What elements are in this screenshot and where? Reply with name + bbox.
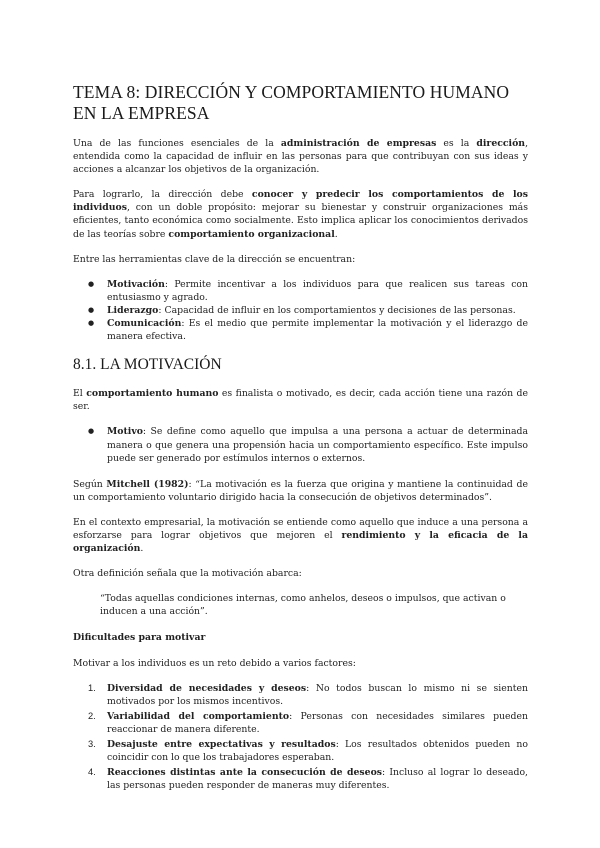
text: : Capacidad de influir en los comportamientos y decisiones de las personas.: [158, 304, 516, 316]
text: : “La motivación es la fuerza que origina y mantiene la continuidad de un comportamiento voluntario dirigido hacia la consecución de objetivos determinados”.: [73, 478, 528, 503]
list-item: [107, 304, 528, 317]
list-item: [88, 738, 528, 764]
text: .: [334, 228, 338, 240]
text: .: [140, 543, 144, 555]
section-heading: 8.1. LA MOTIVACIÓN: [73, 356, 222, 374]
text: Según: [73, 478, 107, 490]
bold-term: administración de empresas: [280, 138, 437, 149]
definition-quote: “Todas aquellas condiciones internas, como anhelos, deseos o impulsos, que activan o inducen a una acción”.: [100, 593, 506, 618]
list-number: 4.: [88, 767, 96, 778]
bold-term: Variabilidad del comportamiento: [107, 710, 290, 722]
intro-paragraph-2: [73, 188, 528, 240]
section-paragraph-4: Otra definición señala que la motivación abarca:: [73, 568, 302, 580]
text: : No todos buscan lo mismo ni se sienten motivados por los mismos incentivos.: [107, 682, 528, 707]
tools-list: [73, 278, 528, 343]
bold-term: Motivación: [107, 278, 165, 290]
section-paragraph-5: Motivar a los individuos es un reto debido a varios factores:: [73, 657, 356, 669]
text: : Se define como aquello que impulsa a una persona a actuar de determinada manera o que genera una propensión hacia un comportamiento específico. Este impulso puede ser generado por estímulos internos o externos.: [107, 426, 528, 464]
bold-term: comportamiento organizacional: [168, 228, 335, 240]
list-number: 2.: [88, 710, 96, 721]
text: Para lograrlo, la dirección debe: [73, 189, 252, 201]
list-item: [88, 766, 528, 792]
text: En el contexto empresarial, la motivación se entiende como aquello que induce a una persona a esforzarse para lograr objetivos que mejoren el: [73, 516, 528, 541]
intro-paragraph-3: Entre las herramientas clave de la dirección se encuentran:: [73, 253, 356, 265]
bold-term: Liderazgo: [107, 304, 159, 316]
list-item: [107, 317, 528, 343]
bold-term: conocer y predecir los comportamientos de los individuos: [73, 189, 528, 214]
text: , entendida como la capacidad de influir en las personas para que contribuyan con sus ideas y acciones a alcanzar los objetivos de la organización.: [73, 138, 529, 176]
text: Una de las funciones esenciales de la: [73, 138, 281, 149]
bold-term: Comunicación: [107, 318, 182, 330]
text: es finalista o motivado, es decir, cada acción tiene una razón de ser.: [73, 388, 529, 413]
list-item: [88, 710, 528, 736]
list-item: [88, 682, 528, 708]
bold-term: Mitchell (1982): [106, 478, 189, 490]
text: es la: [436, 138, 477, 149]
text: El: [73, 388, 87, 400]
text: : Los resultados obtenidos pueden no coincidir con lo que los trabajadores esperaban.: [107, 739, 528, 764]
bold-term: Diversidad de necesidades y deseos: [107, 682, 307, 694]
text: : Es el medio que permite implementar la motivación y el liderazgo de manera efectiva.: [107, 318, 528, 343]
bold-term: Motivo: [107, 426, 143, 438]
motive-list: [73, 425, 528, 464]
text: : Incluso al lograr lo deseado, las personas pueden responder de maneras muy diferentes.: [107, 767, 528, 792]
bold-term: rendimiento y la eficacia de la organización: [73, 529, 528, 555]
list-item: [107, 278, 528, 304]
bold-term: Reacciones distintas ante la consecución de deseos: [107, 767, 383, 779]
bold-term: dirección: [476, 138, 526, 149]
text: , con un doble propósito: mejorar su bienestar y construir organizaciones más eficientes, tanto económica como socialmente. Esto implica aplicar los conocimientos derivados de las teorías sobre: [73, 202, 528, 240]
section-paragraph-2: [73, 478, 528, 504]
text: : Personas con necesidades similares pueden reaccionar de manera diferente.: [107, 710, 528, 735]
bold-term: comportamiento humano: [86, 388, 219, 400]
bold-term: Desajuste entre expectativas y resultados: [107, 739, 336, 750]
list-item: [107, 425, 528, 464]
difficulties-list: [73, 682, 528, 793]
section-paragraph-1: [73, 387, 528, 413]
intro-paragraph-1: [73, 137, 528, 176]
page-title: TEMA 8: DIRECCIÓN Y COMPORTAMIENTO HUMANO EN LA EMPRESA: [73, 82, 510, 123]
text: : Permite incentivar a los individuos para que realicen sus tareas con entusiasmo y agrado.: [107, 278, 528, 303]
section-paragraph-3: [73, 516, 528, 555]
list-number: 3.: [88, 739, 96, 749]
list-number: 1.: [88, 682, 96, 693]
subheading: Dificultades para motivar: [73, 632, 206, 644]
